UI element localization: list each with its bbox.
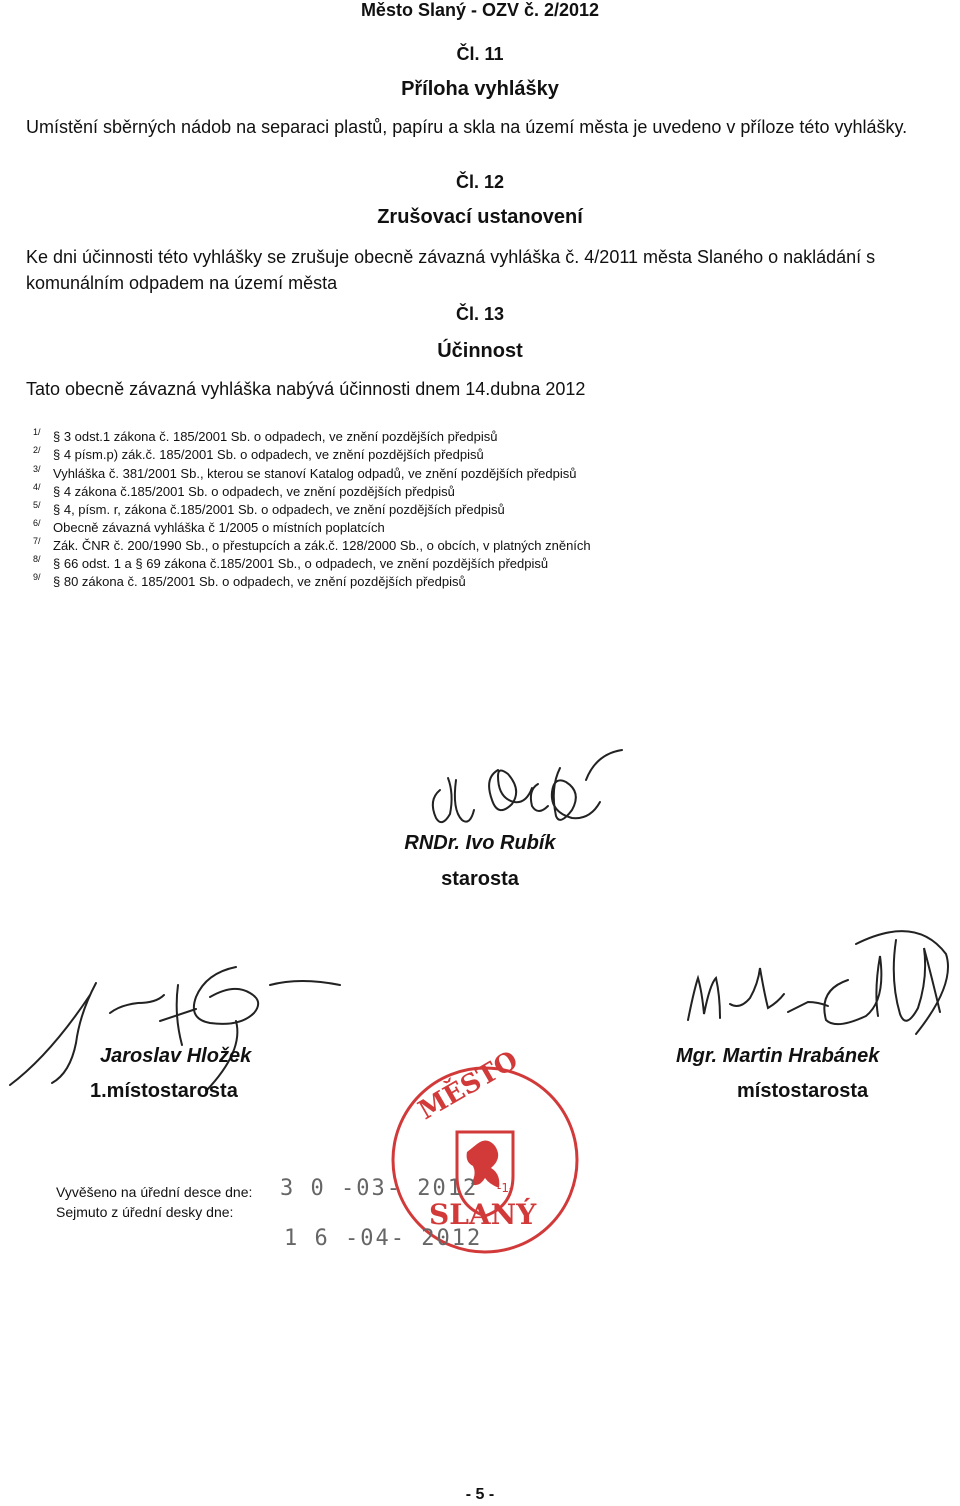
deputy1-name: Jaroslav Hložek	[100, 1045, 252, 1067]
deputy2-title: místostarosta	[737, 1080, 869, 1102]
footnote-9	[33, 572, 466, 590]
footnote-text: § 3 odst.1 zákona č. 185/2001 Sb. o odpadech, ve znění pozdějších předpisů	[53, 429, 498, 444]
article-13-title: Účinnost	[437, 340, 523, 362]
deputy1-title: 1.místostarosta	[90, 1080, 238, 1102]
removed-date: 1 6 -04- 2012	[284, 1226, 483, 1251]
article-12-title: Zrušovací ustanovení	[377, 206, 583, 228]
footnote-text: § 4 zákona č.185/2001 Sb. o odpadech, ve znění pozdějších předpisů	[53, 484, 455, 499]
footnote-mark: 4/	[33, 482, 41, 492]
footnote-5	[33, 500, 505, 518]
footnote-6	[33, 518, 385, 536]
footnote-text: Vyhláška č. 381/2001 Sb., kterou se stanoví Katalog odpadů, ve znění pozdějších předpisů	[53, 466, 577, 481]
posted-label: Vyvěšeno na úřední desce dne:	[56, 1184, 253, 1200]
mayor-signature	[410, 740, 630, 840]
footnote-1	[33, 427, 498, 445]
footnote-text: § 80 zákona č. 185/2001 Sb. o odpadech, ve znění pozdějších předpisů	[53, 574, 466, 589]
footnote-mark: 7/	[33, 536, 41, 546]
deputy2-name: Mgr. Martin Hrabánek	[676, 1045, 880, 1067]
footnote-text: § 4 písm.p) zák.č. 185/2001 Sb. o odpadech, ve znění pozdějších předpisů	[53, 447, 484, 462]
removed-label: Sejmuto z úřední desky dne:	[56, 1204, 234, 1220]
article-12-text: Ke dni účinnosti této vyhlášky se zrušuje obecně závazná vyhláška č. 4/2011 města Slaného o nakládání s komunálním odpadem na území města	[26, 247, 876, 293]
article-13-text: Tato obecně závazná vyhláška nabývá účinnosti dnem 14.dubna 2012	[26, 379, 586, 399]
stamp-text-top: MĚSTO	[413, 1045, 524, 1127]
footnote-7	[33, 536, 591, 554]
mayor-title: starosta	[441, 868, 519, 890]
footnote-mark: 6/	[33, 518, 41, 528]
article-12-number: Čl. 12	[455, 172, 505, 192]
footnote-text: Zák. ČNR č. 200/1990 Sb., o přestupcích a zák.č. 128/2000 Sb., o obcích, v platných zněních	[53, 538, 591, 553]
footnote-text: Obecně závazná vyhláška č 1/2005 o místních poplatcích	[53, 520, 385, 535]
stamp-text-bottom: SLANÝ	[429, 1198, 537, 1231]
footnote-3	[33, 464, 577, 482]
footnote-text: § 4, písm. r, zákona č.185/2001 Sb. o odpadech, ve znění pozdějších předpisů	[53, 502, 505, 517]
mayor-name: RNDr. Ivo Rubík	[404, 832, 556, 854]
page-number: - 5 -	[465, 1486, 495, 1503]
article-13-number: Čl. 13	[455, 304, 505, 324]
footnote-mark: 9/	[33, 572, 41, 582]
footnote-mark: 1/	[33, 427, 41, 437]
footnote-4	[33, 482, 455, 500]
footnote-2	[33, 445, 484, 463]
posted-date: 3 0 -03- 2012	[280, 1176, 479, 1201]
article-11-title: Příloha vyhlášky	[401, 78, 559, 100]
document-header: Město Slaný - OZV č. 2/2012	[360, 0, 600, 20]
deputy1-signature	[0, 925, 340, 1095]
footnote-mark: 8/	[33, 554, 41, 564]
deputy2-signature	[660, 920, 960, 1060]
footnote-mark: 3/	[33, 464, 41, 474]
footnote-8	[33, 554, 549, 572]
stamp-number: -1-	[497, 1181, 514, 1195]
article-11-number: Čl. 11	[456, 44, 504, 64]
article-11-text: Umístění sběrných nádob na separaci plastů, papíru a skla na území města je uvedeno v příloze této vyhlášky.	[26, 117, 908, 137]
footnote-mark: 2/	[33, 445, 41, 455]
footnote-mark: 5/	[33, 500, 41, 510]
footnote-text: § 66 odst. 1 a § 69 zákona č.185/2001 Sb., o odpadech, ve znění pozdějších předpisů	[53, 556, 549, 571]
